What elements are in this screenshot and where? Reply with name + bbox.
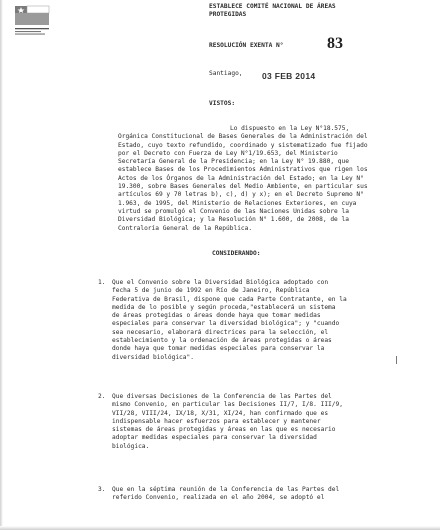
- item-line: Que el Convenio sobre la Diversidad Biológica adoptado con: [112, 279, 329, 286]
- item-line: establecimiento y la ordenación de áreas protegidas o áreas: [112, 337, 332, 345]
- item-line: indispensable hacer esfuerzos para establecer y mantener: [112, 417, 321, 425]
- margin-mark: [396, 356, 397, 364]
- item-line: VII/28, VIII/24, IX/18, X/31, XI/24, han confirmado que es: [112, 409, 329, 417]
- vistos-line: por el Decreto con Fuerza de Ley N°1/19.653, del Ministerio: [118, 149, 338, 157]
- vistos-heading: VISTOS:: [209, 100, 236, 107]
- item-line: Federativa de Brasil, dispone que cada Parte Contratante, en la: [112, 295, 347, 303]
- vistos-line: Actos de los Órganos de la Administración del Estado; en la Ley N°: [118, 174, 364, 182]
- vistos-line: Lo dispuesto en la Ley N°18.575,: [230, 125, 350, 132]
- scan-shadow-bottom: [0, 526, 440, 530]
- scan-shadow-left: [0, 0, 3, 530]
- item-line: fecha 5 de junio de 1992 en Río de Janeiro, República: [112, 287, 310, 295]
- item-text: [112, 393, 416, 451]
- item-line: donde haya que tomar medidas especiales para conservar la: [112, 345, 325, 353]
- item-line: diversidad biológica".: [112, 353, 194, 361]
- resolution-number: 83: [327, 35, 343, 52]
- vistos-line: Secretaría General de la Presidencia; en la Ley N° 19.880, que: [118, 158, 349, 166]
- vistos-line: virtud se promulgó el Convenio de las Naciones Unidas sobre la: [118, 207, 349, 215]
- place-label: Santiago,: [209, 70, 243, 77]
- item-line: Que diversas Decisiones de la Conferencia de las Partes del: [112, 393, 332, 400]
- vistos-line: establece Bases de los Procedimientos Administrativos que rigen los: [118, 166, 368, 174]
- item-text: [112, 486, 416, 503]
- vistos-line: Contraloría General de la República.: [118, 224, 253, 232]
- item-line: especiales para conservar la diversidad biológica"; y "cuando: [112, 320, 340, 328]
- item-line: medida de lo posible y según proceda,"establecerá un sistema: [112, 303, 336, 311]
- item-line: sistemas de áreas protegidas y áreas en las que es necesario: [112, 426, 336, 434]
- vistos-line: Orgánica Constitucional de Bases Generales de la Administración del: [118, 133, 368, 141]
- resolution-label: RESOLUCIÓN EXENTA N°: [209, 42, 284, 49]
- item-line: referido Convenio, realizada en el año 2004, se adoptó el: [112, 494, 325, 502]
- considerando-heading: CONSIDERANDO:: [212, 250, 261, 257]
- vistos-line: 19.300, sobre Bases Generales del Medio Ambiente, en particular sus: [118, 183, 368, 191]
- item-number: 2.: [98, 393, 106, 400]
- vistos-line: 1.963, de 1995, del Ministerio de Relaciones Exteriores, en cuya: [118, 199, 357, 207]
- item-number: 1.: [98, 279, 106, 286]
- item-number: 3.: [98, 486, 106, 493]
- vistos-line: artículos 69 y 70 letras b), c), d) y x); en el Decreto Supremo N°: [118, 191, 364, 199]
- document-title: [209, 3, 409, 20]
- title-line-1: ESTABLECE COMITÉ NACIONAL DE ÁREAS: [209, 3, 336, 10]
- date-stamp: 03 FEB 2014: [262, 71, 316, 81]
- ministry-logo: [12, 2, 56, 40]
- item-line: de áreas protegidas o áreas donde haya que tomar medidas: [112, 312, 321, 320]
- item-line: Que en la séptima reunión de la Conferencia de las Partes del: [112, 486, 340, 493]
- title-line-2: PROTEGIDAS: [209, 11, 247, 19]
- item-text: [112, 279, 416, 362]
- item-line: biológica.: [112, 442, 150, 450]
- item-line: mismo Convenio, en particular las Decisiones II/7, I/8. III/9,: [112, 401, 343, 409]
- vistos-line: Diversidad Biológica; y la Resolución N° 1.600, de 2008, de la: [118, 216, 349, 224]
- item-line: sea necesario, elaborará directrices para la selección, el: [112, 328, 329, 336]
- vistos-body: [118, 125, 416, 233]
- item-line: adoptar medidas especiales para conservar la diversidad: [112, 434, 317, 442]
- vistos-line: Estado, cuyo texto refundido, coordinado y sistematizado fue fijado: [118, 141, 368, 149]
